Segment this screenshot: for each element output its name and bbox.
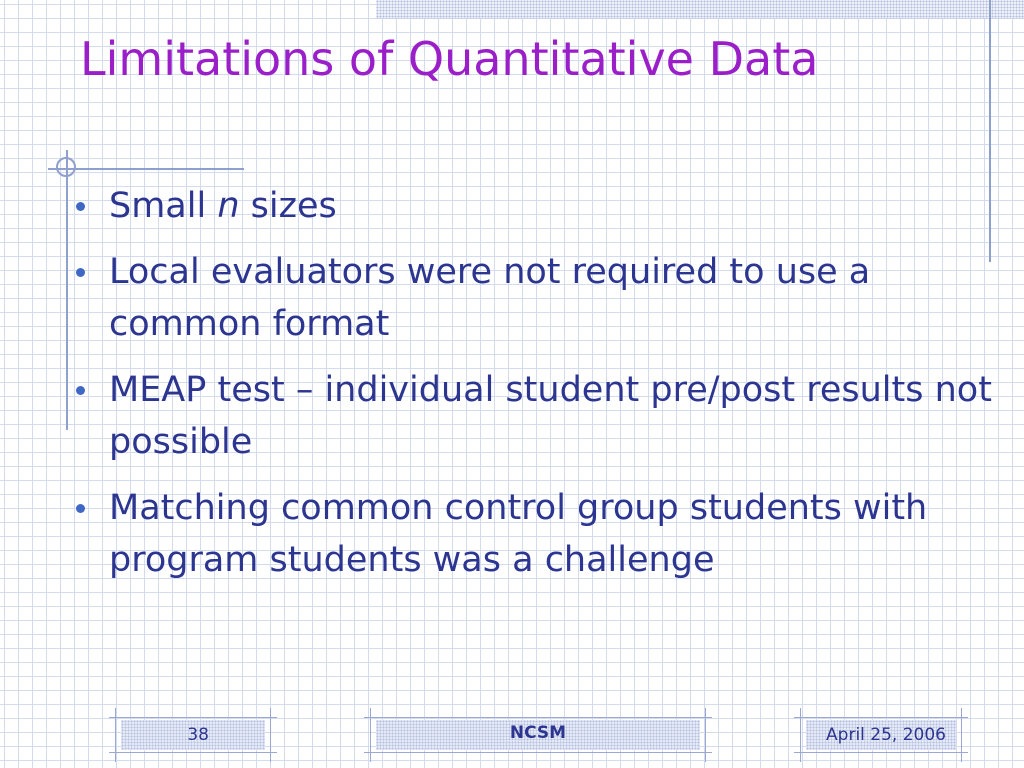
- footer-divider: [270, 708, 271, 762]
- corner-ring-icon: [56, 157, 76, 177]
- bullet-dot-icon: [76, 202, 85, 211]
- bullet-item: [76, 364, 996, 468]
- footer-divider: [370, 708, 371, 762]
- bullet-text-part: sizes: [239, 186, 337, 226]
- footer-divider: [961, 708, 962, 762]
- left-decorative-rule: [66, 150, 68, 430]
- bullet-dot-icon: [76, 268, 85, 277]
- footer-center-box: [376, 720, 700, 750]
- footer-page-box: [121, 720, 265, 750]
- footer-date-box: [806, 720, 956, 750]
- page-number: 38: [187, 725, 209, 745]
- footer-center-label: NCSM: [509, 723, 567, 743]
- footer-divider: [800, 708, 801, 762]
- bullet-dot-icon: [76, 504, 85, 513]
- bullet-text-italic-part: n: [217, 186, 240, 226]
- top-decorative-band: [376, 0, 1024, 19]
- bullet-text-part: Small: [109, 186, 218, 226]
- footer-divider: [705, 708, 706, 762]
- bullet-item: [76, 482, 996, 586]
- bullet-text: [109, 180, 996, 232]
- footer-divider: [115, 708, 116, 762]
- bullet-text: Matching common control group students with program students was a challenge: [109, 488, 928, 580]
- slide-title: Limitations of Quantitative Data: [80, 32, 819, 86]
- bullet-item: [76, 246, 996, 350]
- horizontal-decorative-rule: [48, 168, 244, 170]
- bullet-text: Local evaluators were not required to use a common format: [109, 252, 871, 344]
- bullet-text: MEAP test – individual student pre/post results not possible: [109, 370, 992, 462]
- bullet-item: [76, 180, 996, 232]
- bullet-dot-icon: [76, 386, 85, 395]
- footer-date: April 25, 2006: [826, 725, 946, 745]
- bullet-list: [76, 180, 996, 600]
